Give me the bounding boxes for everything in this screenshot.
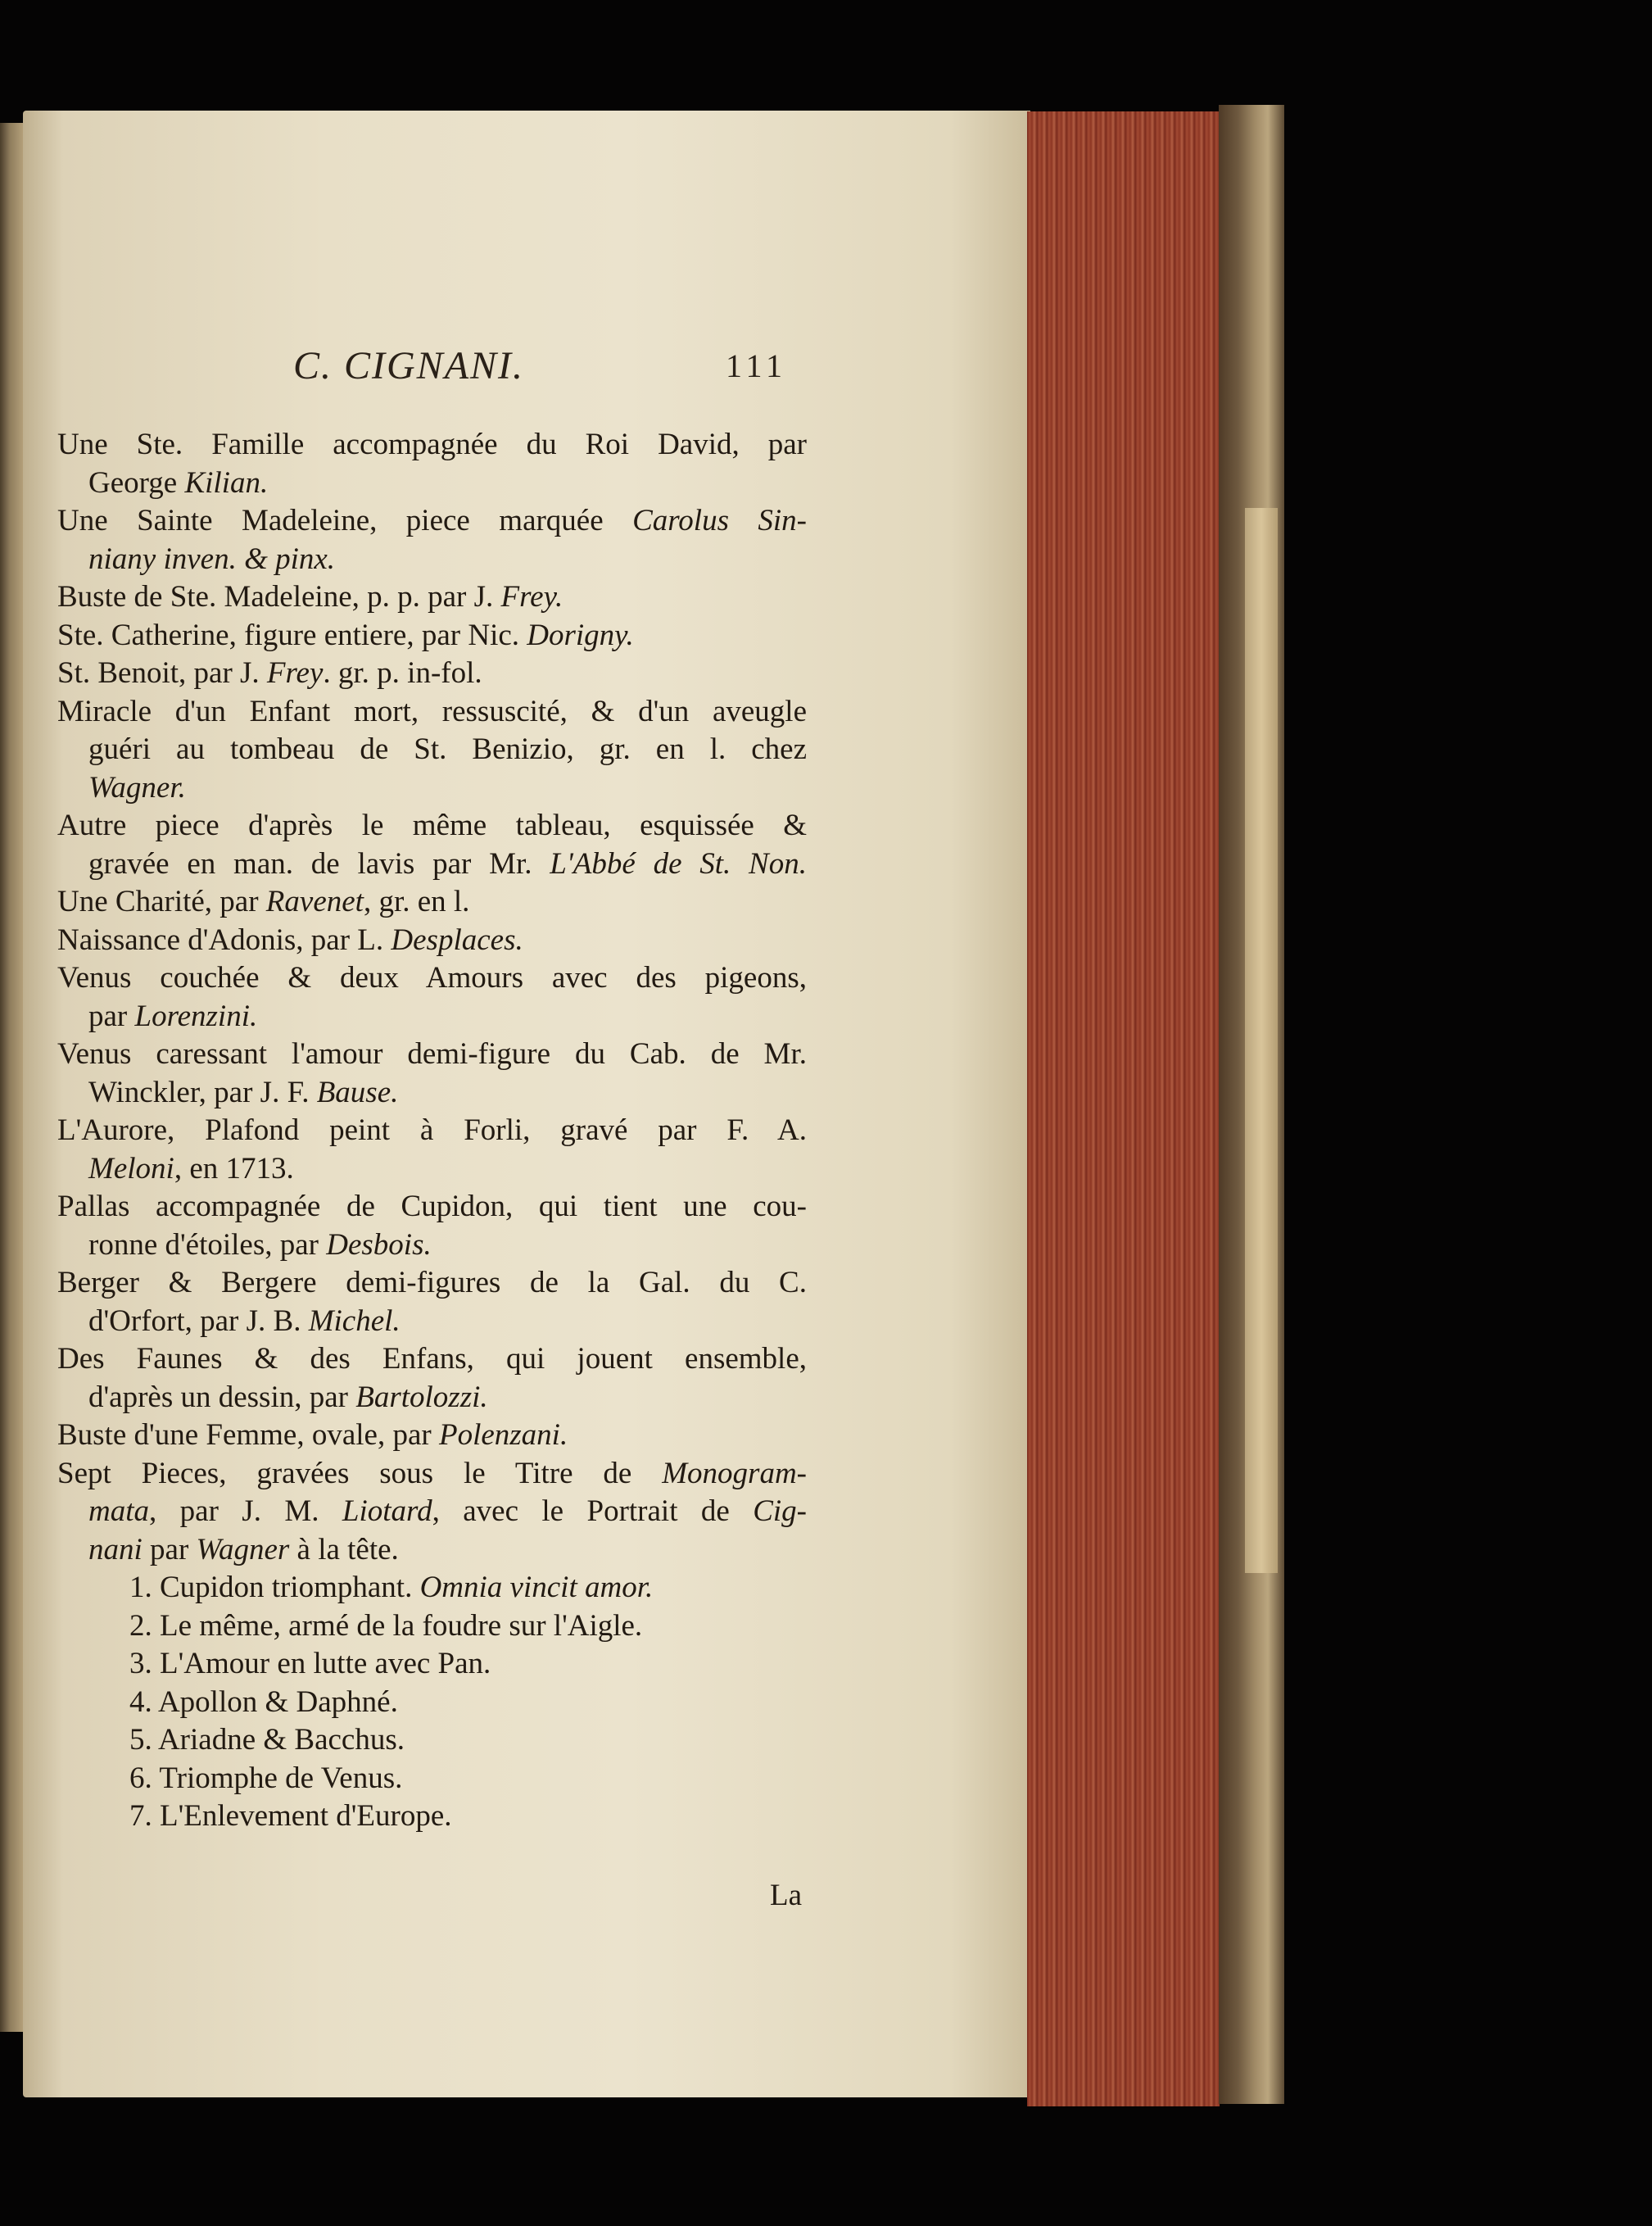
text-run: Une Charité, par <box>57 885 266 918</box>
text-line <box>57 578 807 617</box>
text-line <box>57 846 807 884</box>
text-run: mata <box>88 1494 149 1528</box>
text-run: Bartolozzi. <box>355 1380 488 1414</box>
text-line <box>57 1760 807 1798</box>
text-run: Sept Pieces, gravées sous le Titre de <box>57 1456 663 1490</box>
text-run: Desbois. <box>326 1227 432 1262</box>
text-run: 6. Triomphe de Venus. <box>129 1761 403 1795</box>
text-run: Buste d'une Femme, ovale, par <box>57 1418 439 1452</box>
text-run: 5. Ariadne & Bacchus. <box>129 1723 405 1757</box>
text-run: d'après un dessin, par <box>88 1380 356 1414</box>
catchword: La <box>770 1879 803 1912</box>
running-head: C. CIGNANI. <box>293 344 525 388</box>
text-line <box>57 998 807 1036</box>
text-run: par <box>88 999 135 1033</box>
text-run: Wagner. <box>88 770 186 805</box>
text-run: par <box>142 1532 197 1566</box>
text-line <box>57 1340 807 1379</box>
text-line <box>57 1188 807 1226</box>
text-run: Venus caressant l'amour demi-figure du Cab. de Mr. <box>57 1037 807 1071</box>
text-run: , en 1713. <box>174 1151 294 1186</box>
text-run: 3. L'Amour en lutte avec Pan. <box>129 1647 491 1680</box>
text-run: Ste. Catherine, figure entiere, par Nic. <box>57 618 527 652</box>
text-run: Frey. <box>500 580 563 614</box>
text-run: Pallas accompagnée de Cupidon, qui tient une cou- <box>57 1190 807 1223</box>
text-line <box>57 541 807 579</box>
text-run: 1. Cupidon triomphant. <box>129 1571 420 1604</box>
text-line <box>57 1569 807 1607</box>
text-run: Michel. <box>308 1303 401 1338</box>
text-run: Cig- <box>753 1494 807 1528</box>
text-run: Venus couchée & deux Amours avec des pigeons, <box>57 961 807 995</box>
page-edges <box>1027 111 1220 2106</box>
text-run: George <box>88 465 185 500</box>
book-cover-strip <box>1245 508 1278 1573</box>
text-run: 4. Apollon & Daphné. <box>129 1684 398 1719</box>
text-line <box>57 1493 807 1531</box>
text-line <box>57 465 807 503</box>
text-run: Desplaces. <box>391 923 523 957</box>
text-line <box>57 1455 807 1494</box>
text-line <box>57 1226 807 1265</box>
text-line <box>57 1379 807 1417</box>
text-line <box>57 1684 807 1722</box>
text-run: Wagner <box>196 1532 290 1566</box>
text-run: guéri au tombeau de St. Benizio, gr. en l. chez <box>88 732 807 766</box>
text-run: Carolus Sin- <box>632 504 807 537</box>
text-line <box>57 1074 807 1113</box>
text-line <box>57 1303 807 1341</box>
text-line <box>57 1417 807 1455</box>
text-run: , avec le Portrait de <box>432 1494 754 1528</box>
text-run: Meloni <box>88 1151 174 1186</box>
text-run: Bause. <box>316 1075 399 1109</box>
text-run: Une Ste. Famille accompagnée du Roi David, par <box>57 428 807 461</box>
text-run: Monogram- <box>662 1456 807 1490</box>
text-run: 7. L'Enlevement d'Europe. <box>129 1799 452 1833</box>
text-run: Liotard <box>342 1494 432 1528</box>
text-line <box>57 731 807 769</box>
text-line <box>57 426 807 465</box>
text-line <box>57 693 807 732</box>
text-run: , par J. M. <box>149 1494 342 1528</box>
text-run: Miracle d'un Enfant mort, ressuscité, & d'un aveugle <box>57 694 807 728</box>
text-line <box>57 1798 807 1836</box>
text-line <box>57 1607 807 1646</box>
text-run: Winckler, par J. F. <box>88 1075 317 1109</box>
text-run: Kilian. <box>184 465 269 500</box>
text-run: Buste de Ste. Madeleine, p. p. par J. <box>57 580 501 614</box>
text-run: d'Orfort, par J. B. <box>88 1303 309 1338</box>
text-run: Omnia vincit amor. <box>419 1571 654 1604</box>
text-line <box>57 617 807 655</box>
text-run: Polenzani. <box>438 1418 568 1452</box>
text-run: L'Aurore, Plafond peint à Forli, gravé par F. A. <box>57 1113 807 1147</box>
text-run: Ravenet <box>265 885 364 918</box>
page-text <box>57 426 807 1836</box>
text-line <box>57 807 807 846</box>
text-run: 2. Le même, armé de la foudre sur l'Aigle. <box>129 1608 643 1643</box>
text-run: à la tête. <box>289 1532 399 1566</box>
text-line <box>57 1531 807 1570</box>
page-number: 111 <box>726 347 788 384</box>
text-run: Une Sainte Madeleine, piece marquée <box>57 504 633 537</box>
text-run: St. Benoit, par J. <box>57 656 267 690</box>
text-line <box>57 1150 807 1189</box>
text-run: niany inven. & pinx. <box>88 542 336 576</box>
text-line <box>57 1721 807 1760</box>
text-line <box>57 655 807 693</box>
text-run: Des Faunes & des Enfans, qui jouent ensemble, <box>57 1342 807 1376</box>
facing-page-edge <box>0 123 25 2032</box>
text-run: Frey <box>266 656 324 690</box>
book-page <box>23 111 1030 2097</box>
text-run: Autre piece d'après le même tableau, esquissée & <box>57 809 807 842</box>
text-line <box>57 922 807 960</box>
text-line <box>57 1036 807 1074</box>
text-run: Naissance d'Adonis, par L. <box>57 923 392 957</box>
text-run: Berger & Bergere demi-figures de la Gal. du C. <box>57 1266 807 1299</box>
text-line <box>57 959 807 998</box>
text-run: Lorenzini. <box>134 999 258 1033</box>
text-run: gravée en man. de lavis par Mr. <box>88 846 550 881</box>
text-line <box>57 1264 807 1303</box>
text-run: , gr. en l. <box>363 885 470 918</box>
text-line <box>57 502 807 541</box>
text-run: ronne d'étoiles, par <box>88 1227 327 1262</box>
text-run: L'Abbé de St. Non. <box>550 846 807 881</box>
text-line <box>57 883 807 922</box>
text-run: . gr. p. in-fol. <box>323 656 482 690</box>
text-line <box>57 1645 807 1684</box>
text-line <box>57 1112 807 1150</box>
text-run: nani <box>88 1532 143 1566</box>
text-run: Dorigny. <box>527 618 634 652</box>
text-line <box>57 769 807 808</box>
